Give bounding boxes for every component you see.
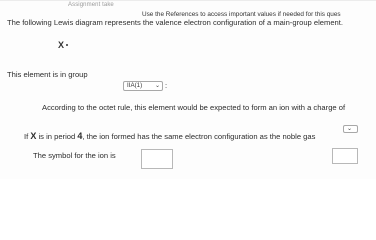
group-select-value: IIA(1) [127,82,143,89]
question-intro: The following Lewis diagram represents the valence electron configuration of a main-group element. [7,18,343,27]
ion-symbol-prompt: The symbol for the ion is [33,151,116,160]
group-prompt: This element is in group [7,70,88,79]
valence-electron-dot [66,44,68,46]
period-prompt-middle: is in period [38,132,76,141]
period-prompt-prefix: If [24,132,29,141]
chevron-down-icon: ⌄ [347,126,353,132]
period-prompt-suffix: , the ion formed has the same electron configuration as the noble gas [82,132,316,141]
references-notice: Use the References to access important values if needed for this ques [142,11,341,18]
period-number: 4 [77,131,83,141]
group-select[interactable] [123,81,163,91]
group-select-punctuation: : [165,81,168,90]
charge-select[interactable] [343,125,358,133]
lewis-diagram [58,40,68,50]
noble-gas-answer-box[interactable] [332,148,358,164]
ion-symbol-answer-box[interactable] [141,149,173,169]
top-divider [0,0,376,1]
chevron-down-icon: ⌄ [154,83,160,89]
assignment-tab[interactable]: Assignment take [68,2,114,8]
period-prompt-symbol: X [30,131,37,141]
element-symbol: X [58,40,65,50]
period-prompt [24,131,315,141]
octet-rule-prompt: According to the octet rule, this element would be expected to form an ion with a charge of [42,103,346,112]
